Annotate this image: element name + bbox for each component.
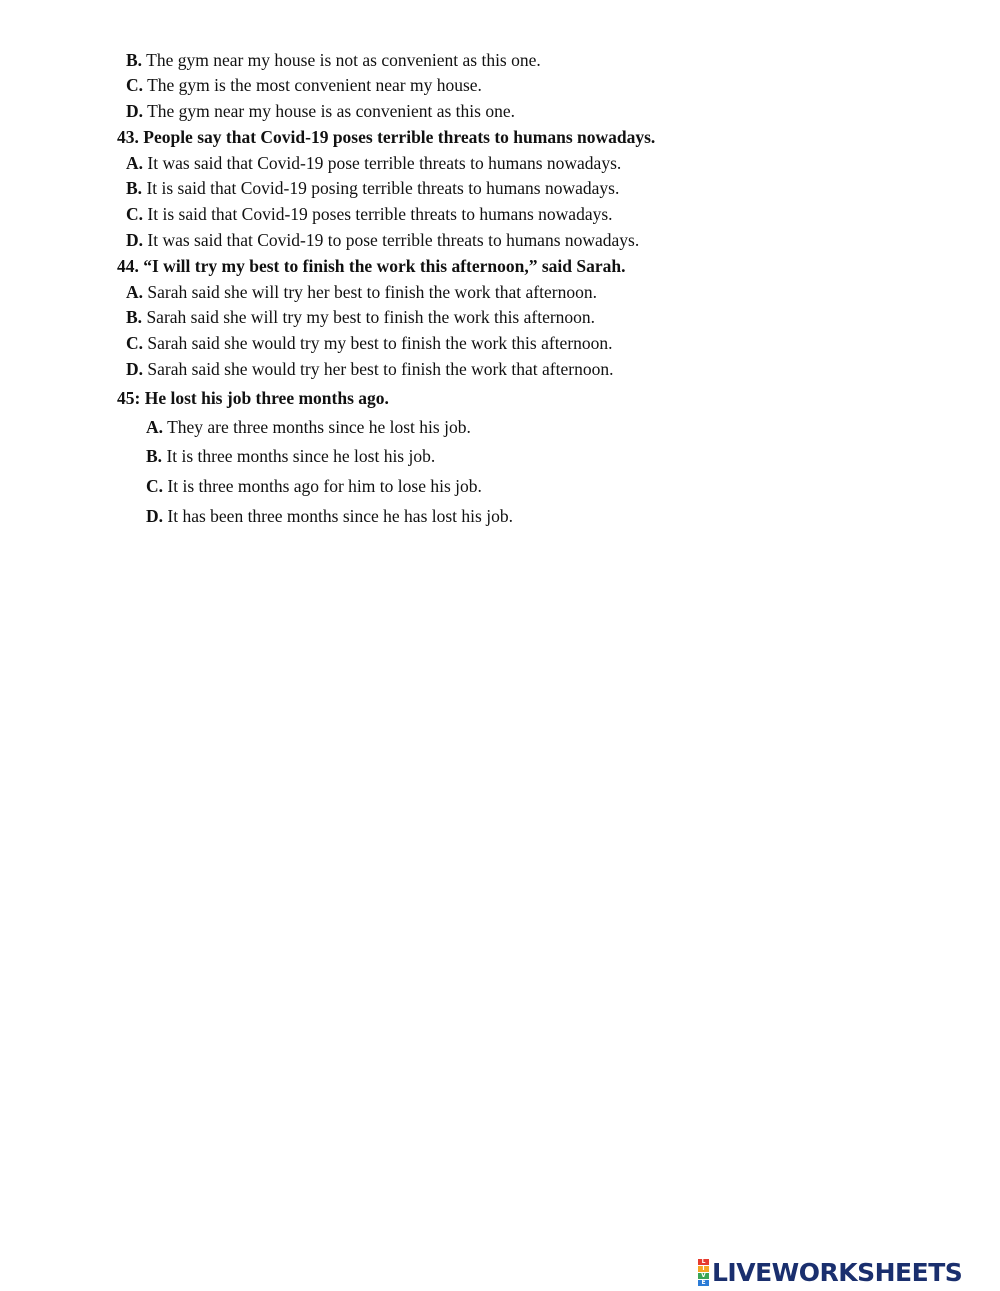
option-letter: D. [126, 101, 144, 121]
q42-option-d [126, 100, 515, 122]
logo-block: E [698, 1280, 709, 1286]
q43-question: 43. People say that Covid-19 poses terrible threats to humans nowadays. [117, 127, 656, 147]
option-letter: C. [126, 204, 144, 224]
option-text: It is three months since he lost his job. [166, 446, 436, 466]
option-letter: D. [126, 230, 144, 250]
option-letter: C. [146, 476, 164, 496]
option-letter: D. [146, 506, 164, 526]
logo-block: V [698, 1273, 709, 1279]
liveworksheets-logo [698, 1258, 962, 1286]
option-text: Sarah said she will try my best to finish the work this afternoon. [146, 307, 596, 327]
option-text: It is said that Covid-19 poses terrible threats to humans nowadays. [147, 204, 613, 224]
logo-block: I [698, 1266, 709, 1272]
q44-option-b [126, 306, 595, 328]
q44-question: 44. “I will try my best to finish the work this afternoon,” said Sarah. [117, 256, 626, 276]
q43-option-a [126, 152, 621, 174]
option-letter: B. [126, 307, 143, 327]
option-letter: A. [126, 282, 144, 302]
option-letter: B. [146, 446, 163, 466]
option-letter: C. [126, 333, 144, 353]
q44-option-a [126, 281, 597, 303]
q44-option-c [126, 332, 613, 354]
q42-option-c [126, 74, 482, 96]
option-text: Sarah said she would try my best to finish the work this afternoon. [147, 333, 613, 353]
option-text: The gym is the most convenient near my house. [147, 75, 482, 95]
logo-blocks-icon [698, 1259, 709, 1286]
option-letter: D. [126, 359, 144, 379]
logo-text: LIVEWORKSHEETS [712, 1257, 963, 1287]
option-letter: B. [126, 50, 143, 70]
option-text: Sarah said she would try her best to finish the work that afternoon. [147, 359, 614, 379]
option-letter: B. [126, 178, 143, 198]
q45-option-d [146, 505, 513, 527]
q44-option-d [126, 358, 613, 380]
q45-option-b [146, 445, 435, 467]
q45-option-a [146, 416, 471, 438]
option-text: It has been three months since he has lost his job. [167, 506, 513, 526]
option-text: It was said that Covid-19 to pose terrible threats to humans nowadays. [147, 230, 640, 250]
option-text: The gym near my house is as convenient as this one. [147, 101, 515, 121]
logo-block: L [698, 1259, 709, 1265]
option-letter: A. [146, 417, 164, 437]
option-text: It is three months ago for him to lose his job. [167, 476, 482, 496]
option-letter: C. [126, 75, 144, 95]
q45-option-c [146, 475, 482, 497]
option-text: It is said that Covid-19 posing terrible threats to humans nowadays. [146, 178, 620, 198]
q42-option-b [126, 49, 541, 71]
option-text: It was said that Covid-19 pose terrible threats to humans nowadays. [147, 153, 622, 173]
option-letter: A. [126, 153, 144, 173]
q43-option-b [126, 177, 619, 199]
option-text: The gym near my house is not as convenient as this one. [146, 50, 541, 70]
q43-option-d [126, 229, 639, 251]
option-text: They are three months since he lost his job. [167, 417, 471, 437]
option-text: Sarah said she will try her best to finish the work that afternoon. [147, 282, 597, 302]
q45-question: 45: He lost his job three months ago. [117, 388, 389, 408]
q43-option-c [126, 203, 613, 225]
